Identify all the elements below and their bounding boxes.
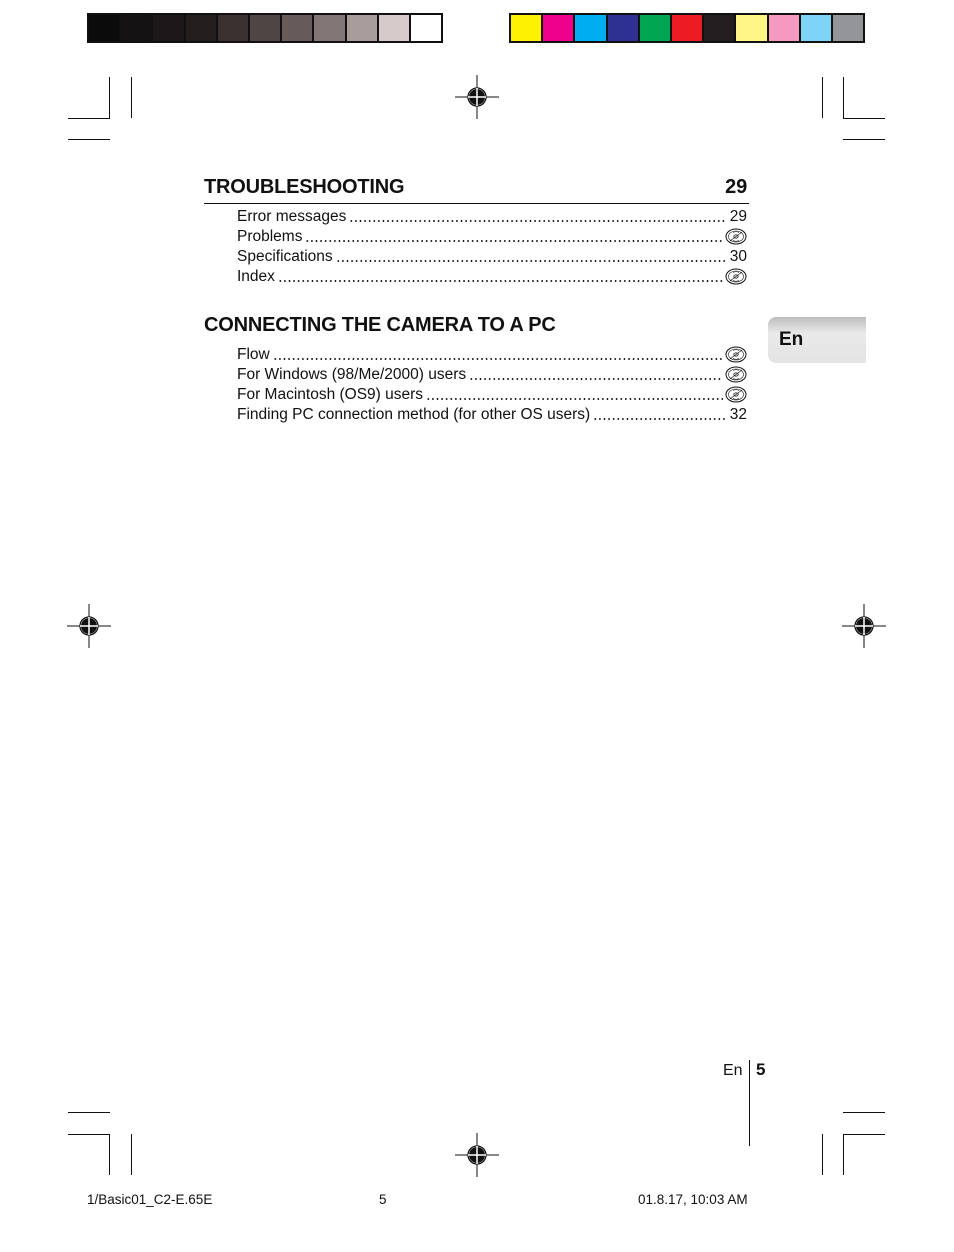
cd-rom-icon [725, 268, 747, 285]
cd-rom-icon [725, 228, 747, 245]
section-divider [204, 203, 749, 204]
registration-mark-icon [455, 75, 499, 119]
color-swatch [640, 15, 672, 41]
imprint-page: 5 [379, 1192, 387, 1207]
toc-entry [237, 247, 747, 267]
toc-entry-page: 30 [729, 247, 747, 265]
toc-entry-label: Flow [237, 346, 270, 364]
toc-section-heading [204, 176, 747, 199]
color-swatch [411, 15, 441, 41]
footer-divider [749, 1060, 750, 1146]
crop-mark [131, 77, 132, 118]
color-swatch [89, 15, 121, 41]
section-title: CONNECTING THE CAMERA TO A PC [204, 314, 556, 336]
color-swatch [543, 15, 575, 41]
dot-leader [349, 210, 725, 225]
color-swatch [704, 15, 736, 41]
toc-entry-label: Index [237, 267, 275, 285]
dot-leader [336, 250, 726, 265]
crop-mark [109, 77, 110, 118]
color-swatch [186, 15, 218, 41]
toc-entry-label: Finding PC connection method (for other OS users) [237, 405, 591, 423]
page-number: 5 [756, 1060, 766, 1079]
crop-mark [68, 118, 110, 119]
toc-entry-label: For Macintosh (OS9) users [237, 385, 424, 403]
crop-mark [68, 1112, 110, 1113]
color-swatch [153, 15, 185, 41]
crop-mark [843, 118, 885, 119]
cd-rom-icon [725, 366, 747, 383]
registration-mark-icon [455, 1133, 499, 1177]
toc-section-heading [204, 314, 747, 337]
crop-mark [68, 1134, 110, 1135]
color-swatch [672, 15, 704, 41]
dot-leader [273, 348, 723, 363]
crop-mark [843, 77, 844, 118]
color-swatch [347, 15, 379, 41]
dot-leader [593, 408, 726, 423]
crop-mark [843, 1112, 885, 1113]
color-swatch [511, 15, 543, 41]
section-page-number: 29 [725, 176, 747, 198]
toc-entry-page: 29 [729, 208, 747, 226]
cd-rom-icon [725, 386, 747, 403]
toc-entry [237, 404, 747, 424]
imprint-filename: 1/Basic01_C2-E.65E [87, 1192, 213, 1207]
toc-entry-page: 32 [729, 405, 747, 423]
color-swatch [833, 15, 863, 41]
color-calibration-bar [509, 13, 865, 43]
color-swatch [218, 15, 250, 41]
dot-leader [426, 388, 723, 403]
dot-leader [278, 270, 723, 285]
toc-entry [237, 385, 747, 405]
color-swatch [121, 15, 153, 41]
color-swatch [379, 15, 411, 41]
registration-mark-icon [842, 604, 886, 648]
color-swatch [250, 15, 282, 41]
color-swatch [282, 15, 314, 41]
toc-entry [237, 207, 747, 227]
crop-mark [822, 1134, 823, 1175]
color-swatch [769, 15, 801, 41]
toc-entry-label: Error messages [237, 208, 347, 226]
crop-mark [822, 77, 823, 118]
cd-rom-icon [725, 346, 747, 363]
toc-entry-label: For Windows (98/Me/2000) users [237, 366, 467, 384]
language-tab: En [768, 317, 866, 363]
toc-entry-label: Problems [237, 228, 303, 246]
toc-entry [237, 266, 747, 286]
footer-language: En [723, 1062, 743, 1079]
color-swatch [575, 15, 607, 41]
dot-leader [305, 230, 723, 245]
color-swatch [801, 15, 833, 41]
crop-mark [843, 1134, 885, 1135]
crop-mark [68, 139, 110, 140]
grayscale-calibration-bar [87, 13, 443, 43]
section-title: TROUBLESHOOTING [204, 176, 405, 198]
crop-mark [109, 1134, 110, 1175]
crop-mark [131, 1134, 132, 1175]
toc-entry [237, 365, 747, 385]
crop-mark [843, 1134, 844, 1175]
dot-leader [469, 368, 723, 383]
crop-mark [843, 139, 885, 140]
imprint-timestamp: 01.8.17, 10:03 AM [638, 1192, 748, 1207]
toc-list [237, 345, 747, 424]
color-swatch [736, 15, 768, 41]
toc-list [237, 207, 747, 286]
toc-entry-label: Specifications [237, 247, 333, 265]
color-swatch [314, 15, 346, 41]
toc-entry [237, 227, 747, 247]
registration-mark-icon [67, 604, 111, 648]
toc-entry [237, 345, 747, 365]
color-swatch [608, 15, 640, 41]
